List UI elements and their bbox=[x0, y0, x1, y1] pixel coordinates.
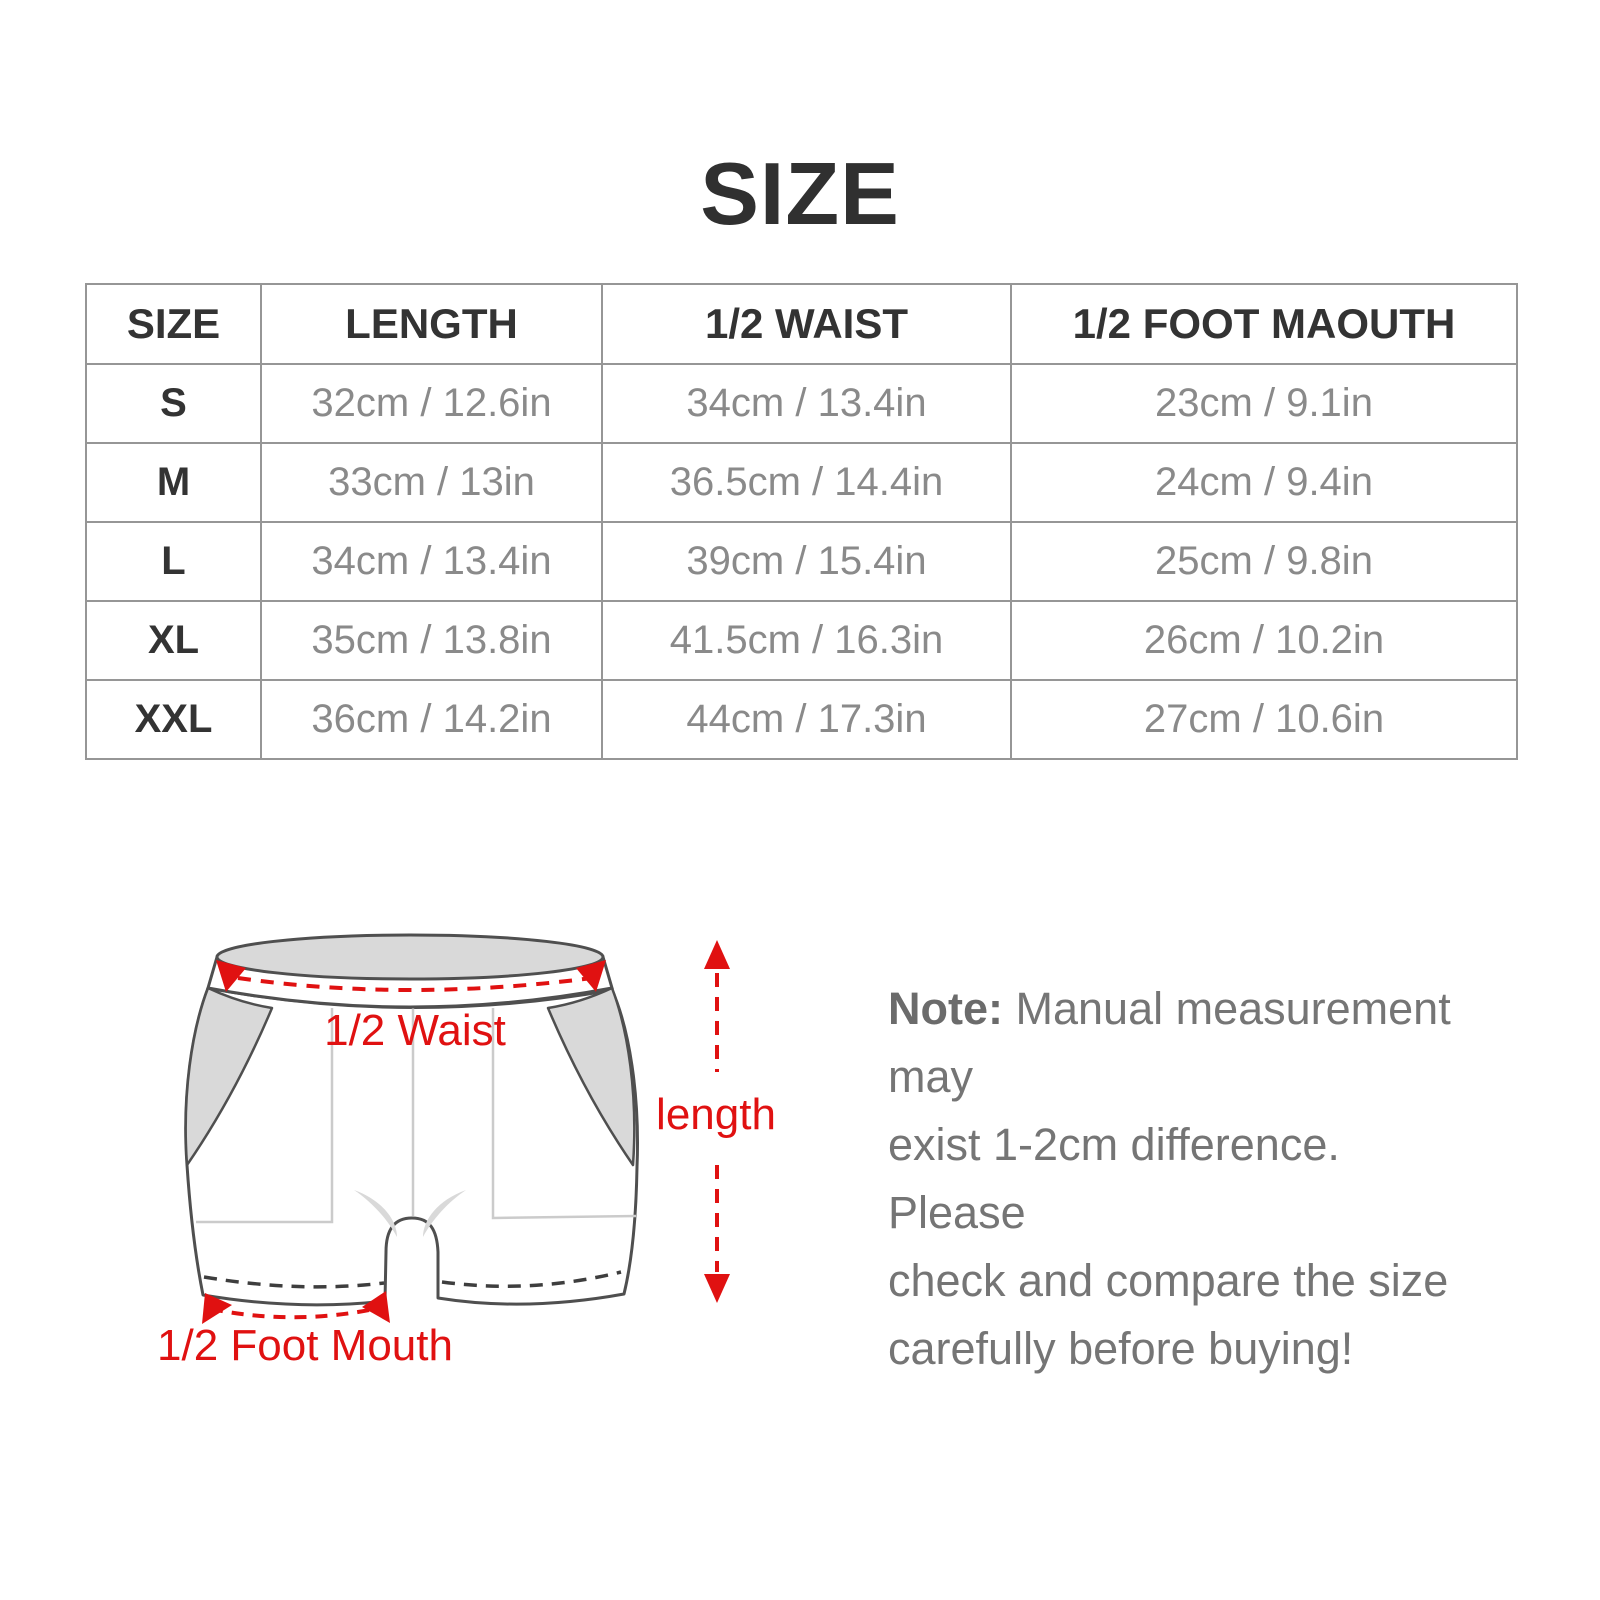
note-line: check and compare the size bbox=[888, 1255, 1449, 1306]
half-foot-mouth-cell: 25cm / 9.8in bbox=[1011, 522, 1517, 601]
table-row-l bbox=[86, 522, 1517, 601]
foot-mouth-measure-line bbox=[211, 1308, 379, 1317]
length-label: length bbox=[656, 1090, 776, 1139]
shorts-measurement-diagram bbox=[120, 880, 800, 1400]
size-cell: M bbox=[86, 443, 261, 522]
note-line: exist 1-2cm difference. Please bbox=[888, 1119, 1340, 1238]
half-waist-cell: 41.5cm / 16.3in bbox=[602, 601, 1011, 680]
size-cell: XL bbox=[86, 601, 261, 680]
table-row-xl bbox=[86, 601, 1517, 680]
column-header-half-foot-mouth: 1/2 FOOT MAOUTH bbox=[1011, 284, 1517, 364]
table-row-m bbox=[86, 443, 1517, 522]
half-waist-cell: 39cm / 15.4in bbox=[602, 522, 1011, 601]
note-line bbox=[888, 975, 1488, 1111]
size-table bbox=[85, 283, 1518, 760]
note-line: carefully before buying! bbox=[888, 1323, 1354, 1374]
size-cell: S bbox=[86, 364, 261, 443]
half-waist-cell: 36.5cm / 14.4in bbox=[602, 443, 1011, 522]
note-label: Note: bbox=[888, 983, 1003, 1034]
length-cell: 35cm / 13.8in bbox=[261, 601, 602, 680]
table-row-s bbox=[86, 364, 1517, 443]
half-foot-mouth-label: 1/2 Foot Mouth bbox=[157, 1321, 453, 1370]
half-waist-cell: 34cm / 13.4in bbox=[602, 364, 1011, 443]
column-header-half-waist: 1/2 WAIST bbox=[602, 284, 1011, 364]
length-arrow-down bbox=[704, 1274, 730, 1303]
column-header-length: LENGTH bbox=[261, 284, 602, 364]
page-title: SIZE bbox=[700, 144, 900, 243]
column-header-size: SIZE bbox=[86, 284, 261, 364]
length-cell: 34cm / 13.4in bbox=[261, 522, 602, 601]
length-arrow-up bbox=[704, 940, 730, 969]
size-cell: XXL bbox=[86, 680, 261, 759]
half-foot-mouth-cell: 23cm / 9.1in bbox=[1011, 364, 1517, 443]
waistband-top-opening bbox=[217, 935, 603, 979]
half-foot-mouth-cell: 24cm / 9.4in bbox=[1011, 443, 1517, 522]
length-cell: 36cm / 14.2in bbox=[261, 680, 602, 759]
table-header-row bbox=[86, 284, 1517, 364]
note-text: Manual measurement may bbox=[888, 983, 1451, 1102]
half-waist-cell: 44cm / 17.3in bbox=[602, 680, 1011, 759]
half-foot-mouth-cell: 27cm / 10.6in bbox=[1011, 680, 1517, 759]
half-waist-label: 1/2 Waist bbox=[324, 1006, 506, 1055]
length-cell: 33cm / 13in bbox=[261, 443, 602, 522]
length-cell: 32cm / 12.6in bbox=[261, 364, 602, 443]
table-row-xxl bbox=[86, 680, 1517, 759]
size-cell: L bbox=[86, 522, 261, 601]
half-foot-mouth-cell: 26cm / 10.2in bbox=[1011, 601, 1517, 680]
note-block bbox=[888, 975, 1488, 1383]
